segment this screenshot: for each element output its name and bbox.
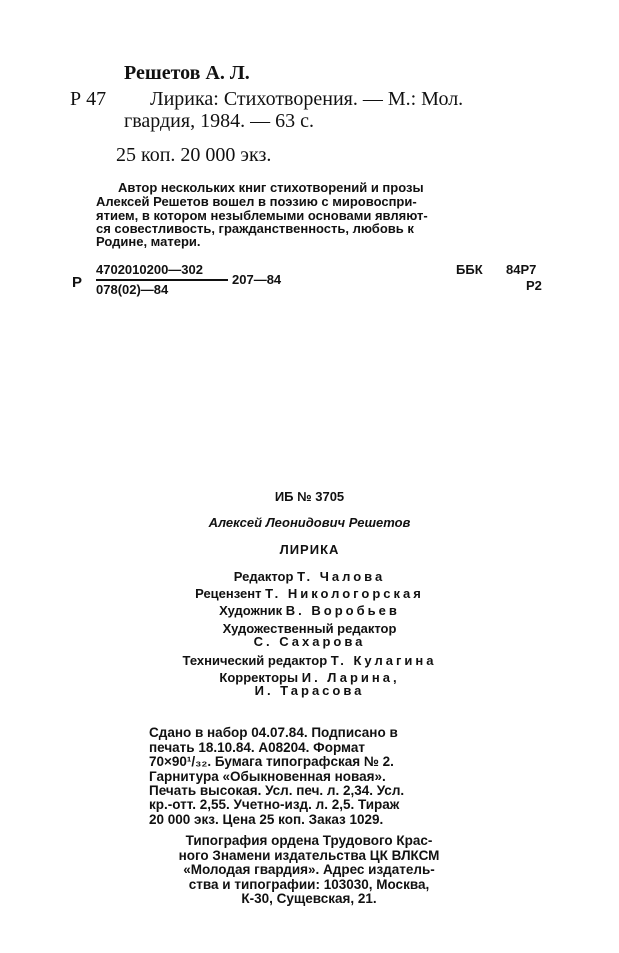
print-detail-line: 20 000 экз. Цена 25 коп. Заказ 1029. <box>149 811 384 827</box>
print-detail-line: Гарнитура «Обыкновенная новая». <box>149 768 386 784</box>
printer-line: ного Знамени издательства ЦК ВЛКСМ <box>178 847 440 863</box>
credit-role: Редактор <box>233 569 294 584</box>
print-detail-line: Печать высокая. Усл. печ. л. 2,34. Усл. <box>149 783 405 799</box>
credit-name: Т. Никологорская <box>265 586 424 601</box>
price-run: 25 коп. 20 000 экз. <box>116 144 272 166</box>
annotation-line: ся совестливость, гражданственность, любовь к <box>96 221 414 236</box>
annotation-line: Автор нескольких книг стихотворений и прозы <box>118 180 424 195</box>
book-author: Решетов А. Л. <box>124 62 250 84</box>
credit-line <box>0 634 619 649</box>
author-full-name: Алексей Леонидович Решетов <box>208 515 411 530</box>
credit-name: С. Сахарова <box>253 634 366 649</box>
credit-role: Рецензент <box>195 586 262 601</box>
credit-line <box>0 569 619 584</box>
fraction-rule <box>96 279 228 281</box>
fraction-suffix: 207—84 <box>232 272 282 287</box>
credit-line <box>0 683 619 698</box>
print-detail-line: 70×90¹/₃₂. Бумага типографская № 2. <box>149 754 394 770</box>
bbk-label: ББК <box>456 262 483 277</box>
book-title-line: Лирика: Стихотворения. — М.: Мол. <box>150 88 464 110</box>
bbk-code: 84Р7 <box>506 262 537 277</box>
credit-line <box>0 586 619 601</box>
credit-line <box>0 653 619 668</box>
print-detail-line: Сдано в набор 04.07.84. Подписано в <box>149 725 398 741</box>
printer-line: Типография ордена Трудового Крас- <box>185 833 433 849</box>
credit-role: Художественный редактор <box>222 621 397 636</box>
print-detail-line: печать 18.10.84. А08204. Формат <box>149 739 365 755</box>
ib-number: ИБ № 3705 <box>274 489 345 504</box>
fraction-letter: Р <box>72 274 83 291</box>
bbk-subcode: Р2 <box>526 278 542 293</box>
credit-line <box>0 603 619 618</box>
credit-role: Корректоры <box>219 670 299 685</box>
credit-name: В. Воробьев <box>285 603 400 618</box>
credit-role: Художник <box>219 603 283 618</box>
credit-name: Т. Чалова <box>297 569 386 584</box>
printer-line: К-30, Сущевская, 21. <box>241 891 377 907</box>
printer-line: ства и типографии: 103030, Москва, <box>188 876 430 892</box>
credit-name: И. Ларина, <box>301 670 400 685</box>
credit-role: Технический редактор <box>182 653 328 668</box>
print-detail-line: кр.-отт. 2,55. Учетно-изд. л. 2,5. Тираж <box>149 797 400 813</box>
annotation-line: ятием, в котором незыблемыми основами являют- <box>96 208 428 223</box>
fraction-numerator: 4702010200—302 <box>96 262 203 277</box>
annotation-line: Родине, матери. <box>96 234 201 249</box>
publisher-line: гвардия, 1984. — 63 с. <box>124 110 314 132</box>
catalog-code: Р 47 <box>70 88 107 110</box>
printer-info <box>149 820 469 921</box>
credit-name: Т. Кулагина <box>330 653 437 668</box>
annotation-line: Алексей Решетов вошел в поэзию с мировоспри- <box>96 194 417 209</box>
colophon-title: ЛИРИКА <box>279 542 340 557</box>
printer-line: «Молодая гвардия». Адрес издатель- <box>183 862 435 878</box>
fraction-denominator: 078(02)—84 <box>96 282 169 297</box>
credit-name: И. Тарасова <box>254 683 365 698</box>
